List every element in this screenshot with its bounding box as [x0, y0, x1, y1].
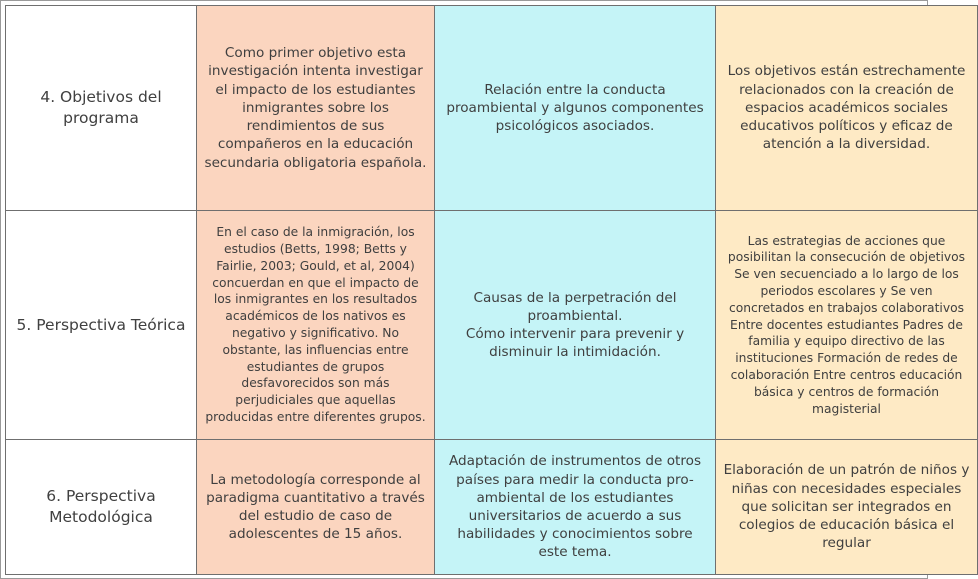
table-cell: Como primer objetivo esta investigación intenta investigar el impacto de los estudiantes inmigrantes sobre los rendimientos de sus compañeros en la educación secundaria obligatoria española.	[197, 6, 435, 211]
table-cell: Las estrategias de acciones que posibilitan la consecución de objetivos Se ven secuenciado a lo largo de los periodos escolares y Se ven concretados en trabajos colaborativos Entre docentes estudiantes Padres de familia y equipo directivo de las instituciones Formación de redes de colaboración Entre centros educación básica y centros de formación magisterial	[716, 211, 978, 440]
table-cell: La metodología corresponde al paradigma cuantitativo a través del estudio de caso de adolescentes de 15 años.	[197, 440, 435, 575]
table-cell	[435, 211, 716, 440]
table-row	[6, 440, 978, 575]
table-cell: Adaptación de instrumentos de otros países para medir la conducta pro-ambiental de los estudiantes universitarios de acuerdo a sus habilidades y conocimientos sobre este tema.	[435, 440, 716, 575]
row-label: 4. Objetivos del programa	[6, 6, 197, 211]
table-row	[6, 211, 978, 440]
row-label: 5. Perspectiva Teórica	[6, 211, 197, 440]
cell-line: Causas de la perpetración del proambiental. Cómo intervenir para prevenir y disminuir la intimidación.	[465, 289, 685, 361]
comparison-table	[5, 5, 978, 575]
table-cell: En el caso de la inmigración, los estudios (Betts, 1998; Betts y Fairlie, 2003; Gould, et al, 2004) concuerdan en que el impacto de los inmigrantes en los resultados académicos de los nativos es negativo y significativo. No obstante, las influencias entre estudiantes de grupos desfavorecidos son más perjudiciales que aquellas producidas entre diferentes grupos.	[197, 211, 435, 440]
table-cell: Elaboración de un patrón de niños y niñas con necesidades especiales que solicitan ser integrados en colegios de educación básica el regular	[716, 440, 978, 575]
table-cell: Los objetivos están estrechamente relacionados con la creación de espacios académicos sociales educativos políticos y eficaz de atención a la diversidad.	[716, 6, 978, 211]
row-label: 6. Perspectiva Metodológica	[6, 440, 197, 575]
table-cell: Relación entre la conducta proambiental y algunos componentes psicológicos asociados.	[435, 6, 716, 211]
table-row	[6, 6, 978, 211]
